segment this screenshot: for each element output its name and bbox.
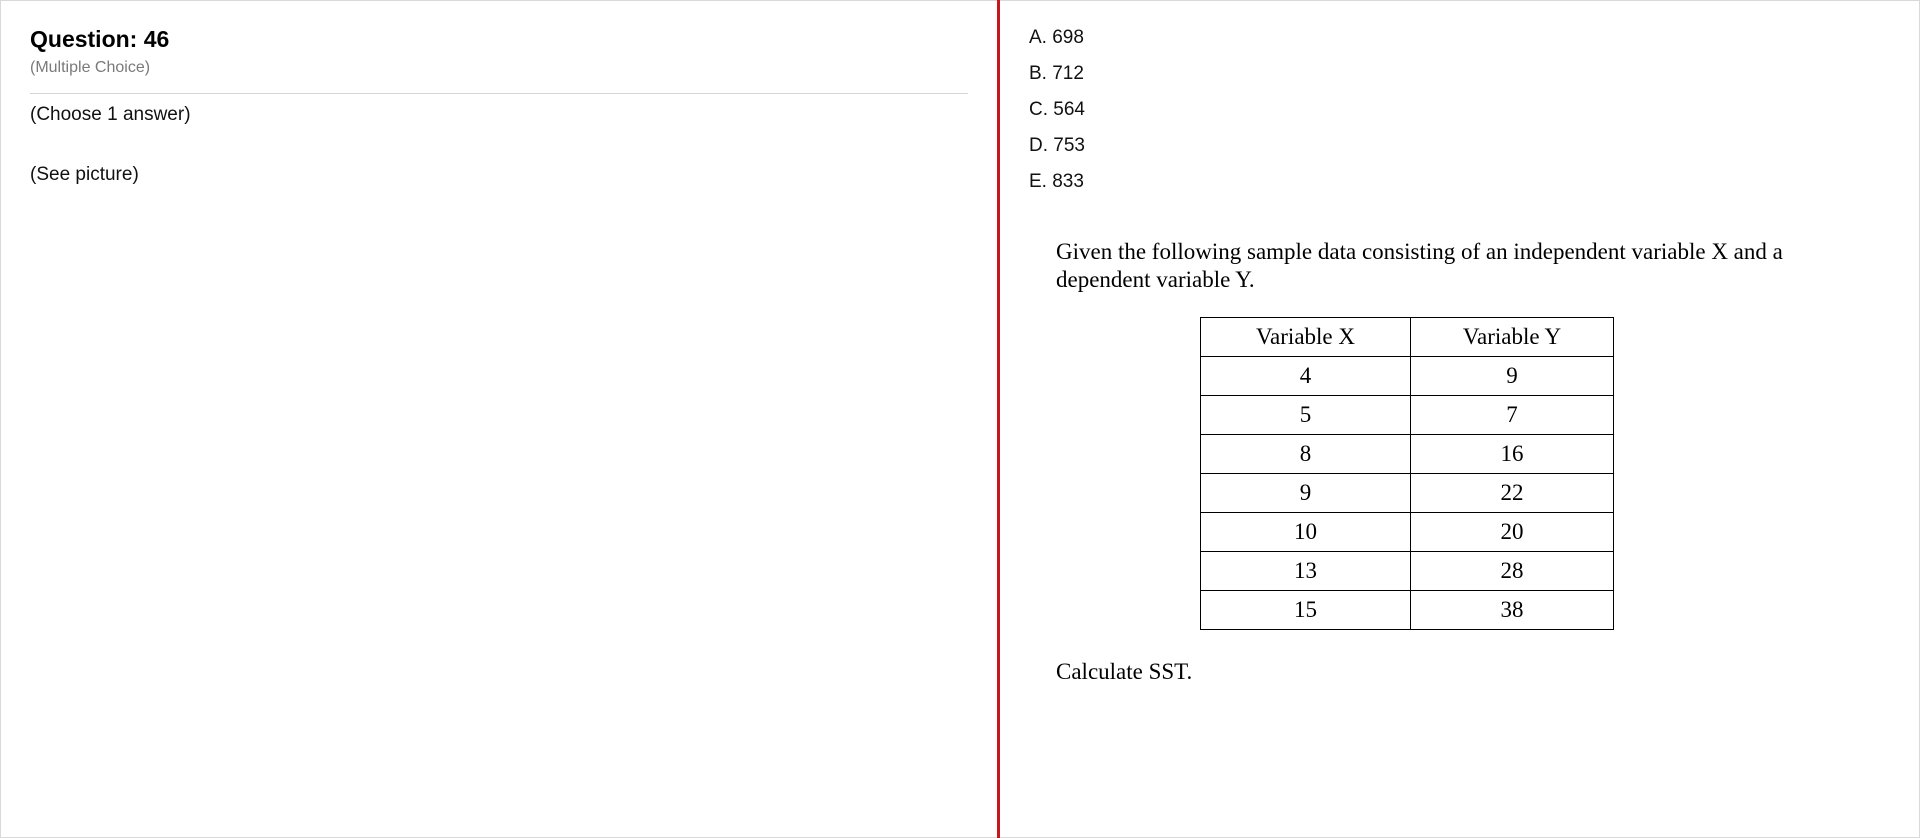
answer-option-e[interactable]: E. 833 [1029,171,1084,192]
cell-y: 20 [1411,513,1614,552]
data-table [1200,317,1614,630]
question-instruction: (Choose 1 answer) [30,104,191,125]
cell-y: 22 [1411,474,1614,513]
cell-x: 10 [1201,513,1411,552]
cell-x: 9 [1201,474,1411,513]
question-task: Calculate SST. [1056,659,1193,684]
answer-pane [1000,0,1920,838]
answer-list [1029,27,1085,207]
cell-y: 16 [1411,435,1614,474]
question-title: Question: 46 [30,26,170,52]
column-header-y: Variable Y [1411,318,1614,357]
answer-option-d[interactable]: D. 753 [1029,135,1085,156]
question-note: (See picture) [30,164,139,185]
divider-rule [30,93,968,94]
table-row [1201,591,1614,630]
column-header-x: Variable X [1201,318,1411,357]
table-row [1201,396,1614,435]
answer-option-a[interactable]: A. 698 [1029,27,1084,48]
question-picture [1056,238,1816,685]
table-row [1201,474,1614,513]
table-row [1201,513,1614,552]
cell-x: 15 [1201,591,1411,630]
cell-y: 9 [1411,357,1614,396]
cell-y: 7 [1411,396,1614,435]
table-row [1201,357,1614,396]
cell-x: 13 [1201,552,1411,591]
cell-x: 8 [1201,435,1411,474]
table-row [1201,435,1614,474]
answer-option-c[interactable]: C. 564 [1029,99,1085,120]
table-header-row [1201,318,1614,357]
table-row [1201,552,1614,591]
cell-y: 38 [1411,591,1614,630]
question-prompt: Given the following sample data consisting of an independent variable X and a dependent variable Y. [1056,239,1783,292]
question-type: (Multiple Choice) [30,59,151,76]
cell-x: 5 [1201,396,1411,435]
cell-y: 28 [1411,552,1614,591]
answer-option-b[interactable]: B. 712 [1029,63,1084,84]
cell-x: 4 [1201,357,1411,396]
